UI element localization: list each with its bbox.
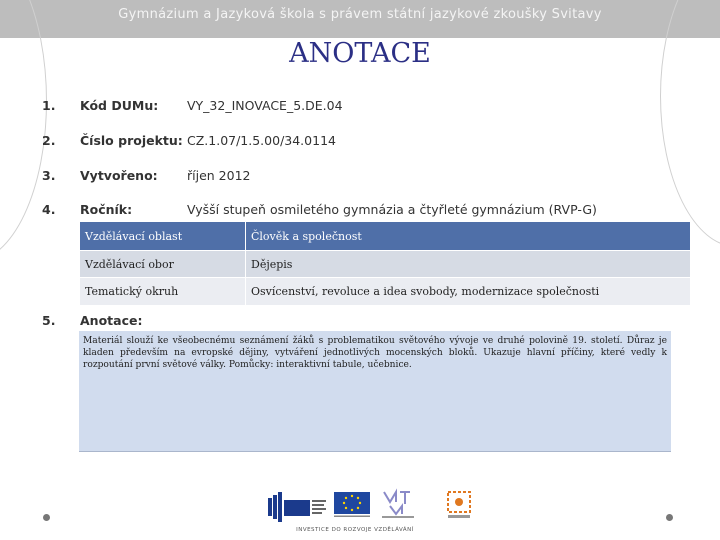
table-cell-label: Tematický okruh bbox=[80, 278, 246, 306]
field-number: 1. bbox=[42, 98, 56, 113]
field-label-vytvoreno: Vytvořeno: bbox=[80, 168, 158, 183]
field-label-rocnik: Ročník: bbox=[80, 202, 133, 217]
funding-logos bbox=[268, 488, 476, 532]
table-cell-label: Vzdělávací obor bbox=[80, 251, 246, 278]
table-cell-label: Vzdělávací oblast bbox=[80, 222, 246, 251]
table-cell-value: Dějepis bbox=[246, 251, 691, 278]
metadata-table bbox=[79, 221, 691, 306]
table-row bbox=[80, 278, 691, 306]
decorative-dot-right bbox=[666, 514, 673, 521]
field-value-kod-dumu: VY_32_INOVACE_5.DE.04 bbox=[187, 98, 343, 113]
field-number: 2. bbox=[42, 133, 56, 148]
table-row bbox=[80, 251, 691, 278]
field-value-vytvoreno: říjen 2012 bbox=[187, 168, 251, 183]
table-cell-value: Člověk a společnost bbox=[246, 222, 691, 251]
field-number: 3. bbox=[42, 168, 56, 183]
field-number: 4. bbox=[42, 202, 56, 217]
school-name: Gymnázium a Jazyková škola s právem státní jazykové zkoušky Svitavy bbox=[118, 7, 602, 22]
field-label-kod-dumu: Kód DUMu: bbox=[80, 98, 159, 113]
eu-flag-icon bbox=[334, 492, 370, 518]
field-number: 5. bbox=[42, 313, 56, 328]
footer-caption: INVESTICE DO ROZVOJE VZDĚLÁVÁNÍ bbox=[296, 527, 414, 533]
field-value-rocnik: Vyšší stupeň osmiletého gymnázia a čtyřleté gymnázium (RVP-G) bbox=[187, 202, 597, 217]
msmt-logo-icon bbox=[380, 488, 416, 520]
table-row bbox=[80, 222, 691, 251]
field-label-cislo-projektu: Číslo projektu: bbox=[80, 133, 183, 148]
table-cell-value: Osvícenství, revoluce a idea svobody, modernizace společnosti bbox=[246, 278, 691, 306]
esf-logo-icon bbox=[268, 492, 328, 522]
field-label-anotace: Anotace: bbox=[80, 313, 143, 328]
annotation-text: Materiál slouží ke všeobecnému seznámení žáků s problematikou světového vývoje ve druhé polovině 19. století. Důraz je kladen především na evropské dějiny, vytváření jednotlivých mocenských bloků. Ukazuje hlavní příčiny, které vedly k rozpoutání první světové války. Pomůcky: interaktivní tabule, učebnice. bbox=[79, 331, 671, 452]
op-vk-logo-icon bbox=[446, 490, 472, 520]
page-title: ANOTACE bbox=[289, 38, 431, 69]
decorative-dot-left bbox=[43, 514, 50, 521]
field-value-cislo-projektu: CZ.1.07/1.5.00/34.0114 bbox=[187, 133, 336, 148]
